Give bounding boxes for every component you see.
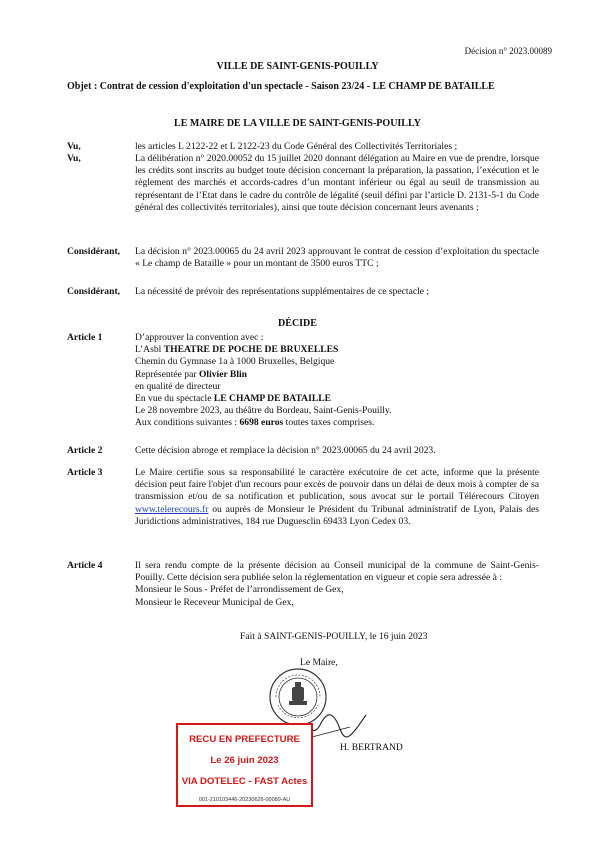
article-1-representative bbox=[135, 369, 539, 381]
vu-label: Vu, bbox=[67, 141, 81, 152]
vu-text-1: les articles L 2122-22 et L 2122-23 du Code Général des Collectivités Territoriales ; bbox=[135, 141, 458, 152]
maire-title: LE MAIRE DE LA VILLE DE SAINT-GENIS-POUILLY bbox=[174, 118, 421, 129]
prefecture-stamp bbox=[176, 723, 313, 807]
article-1-role: en qualité de directeur bbox=[135, 380, 221, 392]
stamp-line-1: RECU EN PREFECTURE bbox=[189, 734, 300, 745]
rep-prefix: Représentée par bbox=[135, 368, 199, 380]
article-3-text-after: ou auprès de Monsieur le Président du Tribunal administratif de Lyon, Palais des Juridictions administratives, 184 rue Duguesclin 69433 Lyon Cedex 03. bbox=[135, 503, 539, 527]
article-1-show bbox=[135, 393, 539, 405]
considerant-label: Considérant, bbox=[67, 246, 121, 257]
article-4-text: Il sera rendu compte de la présente décision au Conseil municipal de la commune de Saint-Genis-Pouilly. Cette décision sera publiée selon la réglementation en vigueur et copie sera adressée à : bbox=[135, 560, 539, 584]
vu-label: Vu, bbox=[67, 153, 81, 164]
article-1-label: Article 1 bbox=[67, 332, 103, 343]
objet-text: Contrat de cession d'exploitation d'un spectacle - Saison 23/24 - LE CHAMP DE BATAILLE bbox=[99, 81, 495, 92]
article-3-label: Article 3 bbox=[67, 467, 103, 478]
article-1-address: Chemin du Gymnase 1a à 1000 Bruxelles, Belgique bbox=[135, 356, 335, 368]
article-2-label: Article 2 bbox=[67, 445, 103, 456]
objet-label: Objet : bbox=[67, 81, 98, 92]
article-4 bbox=[67, 560, 537, 630]
stamp-line-2: Le 26 juin 2023 bbox=[210, 755, 279, 766]
show-prefix: En vue du spectacle bbox=[135, 393, 214, 405]
article-1-conditions bbox=[135, 417, 539, 429]
article-4-label: Article 4 bbox=[67, 560, 103, 571]
stamp-line-4: 001-210103446-20230626-00089-AU bbox=[198, 797, 291, 803]
header-title: VILLE DE SAINT-GENIS-POUILLY bbox=[216, 61, 379, 72]
considerant-text-2: La nécessité de prévoir des représentations supplémentaires de ce spectacle ; bbox=[135, 286, 430, 297]
company-prefix: L’Asbl bbox=[135, 344, 164, 356]
considerant-row-1 bbox=[67, 246, 537, 283]
article-1-date-place: Le 28 novembre 2023, au théâtre du Bordeau, Saint-Genis-Pouilly. bbox=[135, 405, 392, 417]
fait-line: Fait à SAINT-GENIS-POUILLY, le 16 juin 2023 bbox=[240, 631, 428, 642]
article-4-recipient-1: Monsieur le Sous - Préfet de l’arrondissement de Gex, bbox=[135, 584, 344, 596]
article-1-intro: D’approuver la convention avec : bbox=[135, 332, 264, 343]
decision-number: Décision n° 2023.00089 bbox=[464, 46, 552, 56]
show-name: LE CHAMP DE BATAILLE bbox=[213, 393, 332, 405]
telerecours-link[interactable]: www.telerecours.fr bbox=[135, 503, 209, 515]
article-4-recipient-2: Monsieur le Receveur Municipal de Gex, bbox=[135, 596, 294, 608]
considerant-label: Considérant, bbox=[67, 286, 121, 297]
amount: 6698 euros bbox=[239, 417, 284, 429]
signatory-name: H. BERTRAND bbox=[340, 742, 403, 753]
company-name: THEATRE DE POCHE DE BRUXELLES bbox=[163, 344, 339, 356]
rep-name: Olivier Blin bbox=[198, 368, 247, 380]
article-3-text bbox=[135, 467, 539, 528]
article-1-company bbox=[135, 344, 539, 356]
vu-row-2 bbox=[67, 153, 540, 237]
considerant-text-1: La décision n° 2023.00065 du 24 avril 2023 approuvant le contrat de cession d’exploitation du spectacle « Le champ de Bataille » pour un montant de 3500 euros TTC ; bbox=[135, 246, 539, 270]
article-3 bbox=[67, 467, 537, 551]
article-1 bbox=[67, 332, 537, 438]
article-3-text-before: Le Maire certifie sous sa responsabilité le caractère exécutoire de cet acte, informe que la présente décision peut faire l'objet d'un recours pour excès de pouvoir dans un délai de deux mois à compter de sa transmission et/ou de sa notification et publication, sous avocat sur le portail Télérecours Citoyen bbox=[135, 467, 539, 503]
le-maire-label: Le Maire, bbox=[300, 657, 338, 668]
article-1-content bbox=[135, 332, 539, 430]
article-2-text: Cette décision abroge et remplace la décision n° 2023.00065 du 24 avril 2023. bbox=[135, 445, 436, 456]
vu-row-1 bbox=[67, 141, 537, 153]
considerant-row-2 bbox=[67, 286, 537, 298]
article-4-content bbox=[135, 560, 539, 609]
conditions-prefix: Aux conditions suivantes : bbox=[135, 417, 240, 429]
article-2 bbox=[67, 445, 537, 457]
decide-heading: DÉCIDE bbox=[278, 318, 317, 329]
vu-text-2: La délibération n° 2020.00052 du 15 juillet 2020 donnant délégation au Maire en vue de prendre, lorsque les crédits sont inscrits au budget toute décision concernant la préparation, la passation, l’exécution et le règlement des marchés et accords-cadres d’un montant inférieur ou égal au seuil de transmission au représentant de l’Etat dans le cadre du contrôle de légalité (seuil défini par l’article D. 2131-5-1 du Code général des collectivités territoriales), ainsi que toute décision concernant leurs avenants ; bbox=[135, 153, 540, 213]
objet-line bbox=[67, 81, 537, 93]
stamp-line-3: VIA DOTELEC - FAST Actes bbox=[181, 776, 308, 787]
conditions-suffix: toutes taxes comprises. bbox=[283, 417, 375, 429]
